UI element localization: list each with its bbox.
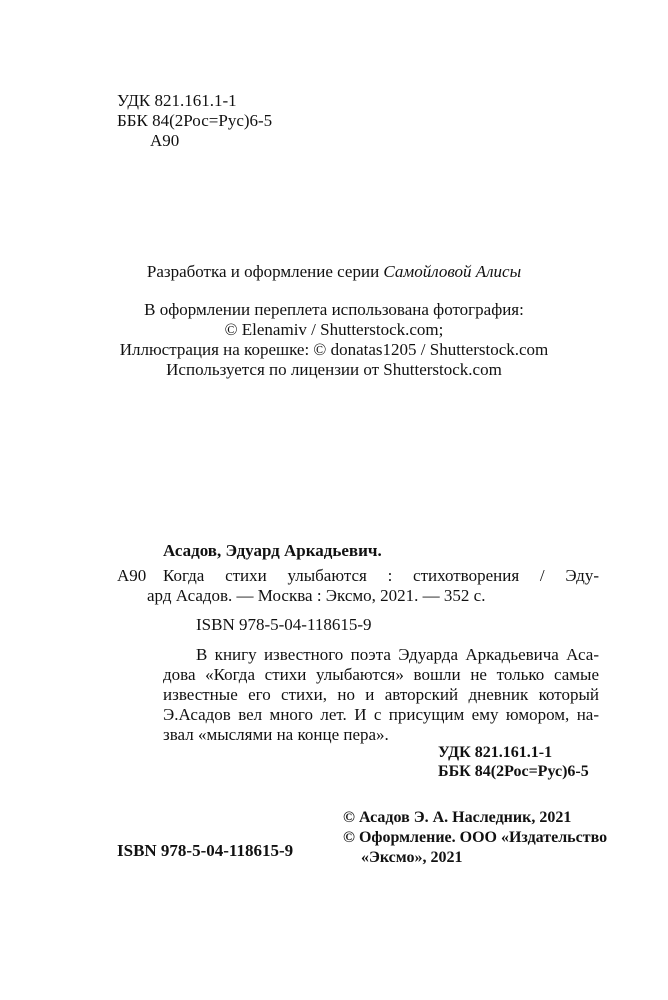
series-design-credit — [0, 262, 668, 282]
catalog-author-sign: А90 — [117, 566, 147, 585]
series-designer-name: Самойловой Алисы — [383, 262, 522, 281]
annotation-line-4: Э.Асадов вел много лет. И с присущим ему юмором, на- — [163, 705, 599, 724]
top-bbk: ББК 84(2Рос=Рус)6-5 — [117, 111, 273, 130]
description-line-2: ард Асадов. — Москва : Эксмо, 2021. — 352 с. — [147, 586, 486, 605]
image-credit-line-3: Иллюстрация на корешке: © donatas1205 / Shutterstock.com — [119, 340, 549, 359]
author-heading: Асадов, Эдуард Аркадьевич. — [163, 541, 382, 560]
catalog-bbk: ББК 84(2Рос=Рус)6-5 — [438, 763, 589, 780]
description-line-1: Когда стихи улыбаются : стихотворения / Эду- — [163, 566, 599, 585]
top-udk: УДК 821.161.1-1 — [117, 91, 237, 110]
series-design-prefix: Разработка и оформление серии — [146, 262, 384, 281]
footer-isbn: ISBN 978-5-04-118615-9 — [117, 841, 294, 860]
copyright-line-1: © Асадов Э. А. Наследник, 2021 — [343, 809, 572, 826]
annotation-line-3: известные его стихи, но и авторский дневник который — [163, 685, 599, 704]
catalog-isbn: ISBN 978-5-04-118615-9 — [196, 615, 372, 634]
annotation-line-1: В книгу известного поэта Эдуарда Аркадьевича Аса- — [196, 645, 599, 664]
copyright-line-3: «Эксмо», 2021 — [361, 849, 463, 866]
image-credit-line-4: Используется по лицензии от Shutterstock.com — [166, 360, 502, 379]
annotation-line-5: звал «мыслями на конце пера». — [163, 725, 389, 744]
image-credit-line-1: В оформлении переплета использована фотография: — [144, 300, 524, 319]
copyright-line-2: © Оформление. ООО «Издательство — [343, 829, 608, 846]
image-credit-line-2: © Elenamiv / Shutterstock.com; — [224, 320, 444, 339]
top-author-sign: А90 — [150, 131, 180, 150]
annotation-line-2: дова «Когда стихи улыбаются» вошли не только самые — [163, 665, 599, 684]
catalog-udk: УДК 821.161.1-1 — [438, 744, 553, 761]
